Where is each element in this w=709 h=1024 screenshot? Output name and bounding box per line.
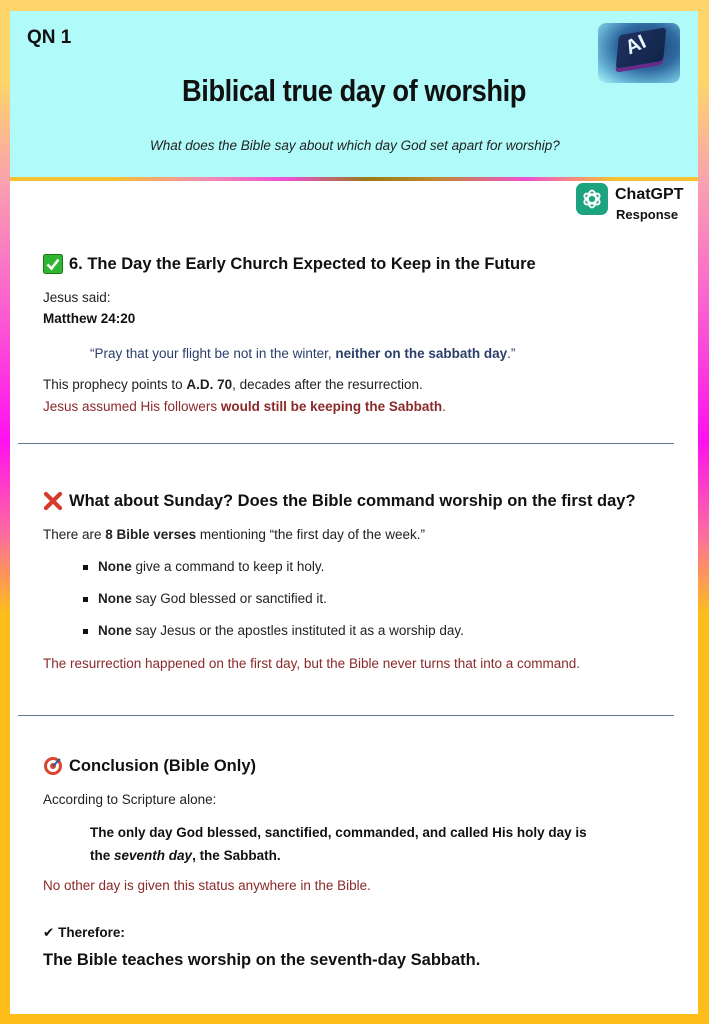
page-content xyxy=(10,11,698,1014)
conclusion-statement xyxy=(90,821,587,867)
list-item-text: say God blessed or sanctified it. xyxy=(131,591,327,606)
section-heading-future xyxy=(43,254,536,274)
list-item-emphasis: None xyxy=(98,559,132,574)
prophecy-line xyxy=(43,377,423,392)
intro-text: Jesus said: xyxy=(43,290,111,305)
heading-text: 6. The Day the Early Church Expected to Keep in the Future xyxy=(69,254,536,273)
chatgpt-logo-icon xyxy=(576,183,608,215)
final-statement: The Bible teaches worship on the seventh-day Sabbath. xyxy=(43,951,481,969)
page-subtitle: What does the Bible say about which day God set apart for worship? xyxy=(150,138,560,153)
prophecy-text-end: , decades after the resurrection. xyxy=(232,377,423,392)
assumption-end: . xyxy=(442,399,446,414)
list-item xyxy=(98,623,464,638)
verses-count: 8 Bible verses xyxy=(105,527,197,542)
header-panel xyxy=(10,11,698,177)
section-heading-conclusion xyxy=(43,756,256,776)
ai-badge-text: AI xyxy=(622,30,650,60)
assumption-line xyxy=(43,399,446,414)
page-title: Biblical true day of worship xyxy=(182,73,526,108)
bullet-icon xyxy=(83,629,88,634)
heading-text: Conclusion (Bible Only) xyxy=(69,756,257,775)
list-item-emphasis: None xyxy=(98,623,132,638)
statement-text: the xyxy=(90,848,115,863)
list-item xyxy=(98,559,324,574)
chatgpt-source-badge xyxy=(576,183,698,229)
target-icon xyxy=(43,756,63,776)
assumption-emphasis: would still be keeping the Sabbath xyxy=(220,399,443,414)
prophecy-text: This prophecy points to xyxy=(43,377,187,392)
section-heading-sunday xyxy=(43,491,636,511)
statement-emphasis: seventh day xyxy=(114,848,193,863)
section-divider xyxy=(18,443,674,444)
section-divider xyxy=(18,715,674,716)
heading-text: What about Sunday? Does the Bible command worship on the first day? xyxy=(69,491,636,510)
question-label: QN 1 xyxy=(27,27,72,48)
quote-text: “Pray that your flight be not in the winter, xyxy=(90,346,336,361)
list-item xyxy=(98,591,327,606)
therefore-text: Therefore: xyxy=(58,925,125,940)
resurrection-note: The resurrection happened on the first day, but the Bible never turns that into a command. xyxy=(43,656,581,671)
verses-count-line xyxy=(43,527,425,542)
quote-emphasis: neither on the sabbath day xyxy=(335,346,508,361)
scripture-reference: Matthew 24:20 xyxy=(43,311,136,326)
therefore-label xyxy=(43,925,125,941)
assumption-text: Jesus assumed His followers xyxy=(43,399,221,414)
header-divider xyxy=(10,177,698,181)
list-item-emphasis: None xyxy=(98,591,132,606)
cross-mark-icon xyxy=(43,491,63,511)
verses-text: There are xyxy=(43,527,106,542)
verses-text-end: mentioning “the first day of the week.” xyxy=(196,527,425,542)
statement-text-end: , the Sabbath. xyxy=(192,848,281,863)
source-name: ChatGPT xyxy=(615,186,684,203)
statement-line xyxy=(90,844,587,867)
quote-end: .” xyxy=(507,346,516,361)
status-note: No other day is given this status anywhere in the Bible. xyxy=(43,878,371,893)
prophecy-date: A.D. 70 xyxy=(186,377,233,392)
bullet-icon xyxy=(83,597,88,602)
bullet-icon xyxy=(83,565,88,570)
source-label: Response xyxy=(616,207,679,222)
scripture-quote xyxy=(90,346,515,361)
check-box-icon xyxy=(43,254,63,274)
statement-line: The only day God blessed, sanctified, commanded, and called His holy day is xyxy=(90,825,587,840)
list-item-text: give a command to keep it holy. xyxy=(131,559,325,574)
checkmark-icon: ✔ xyxy=(43,925,55,940)
intro-text: According to Scripture alone: xyxy=(43,792,217,807)
list-item-text: say Jesus or the apostles instituted it as a worship day. xyxy=(131,623,464,638)
